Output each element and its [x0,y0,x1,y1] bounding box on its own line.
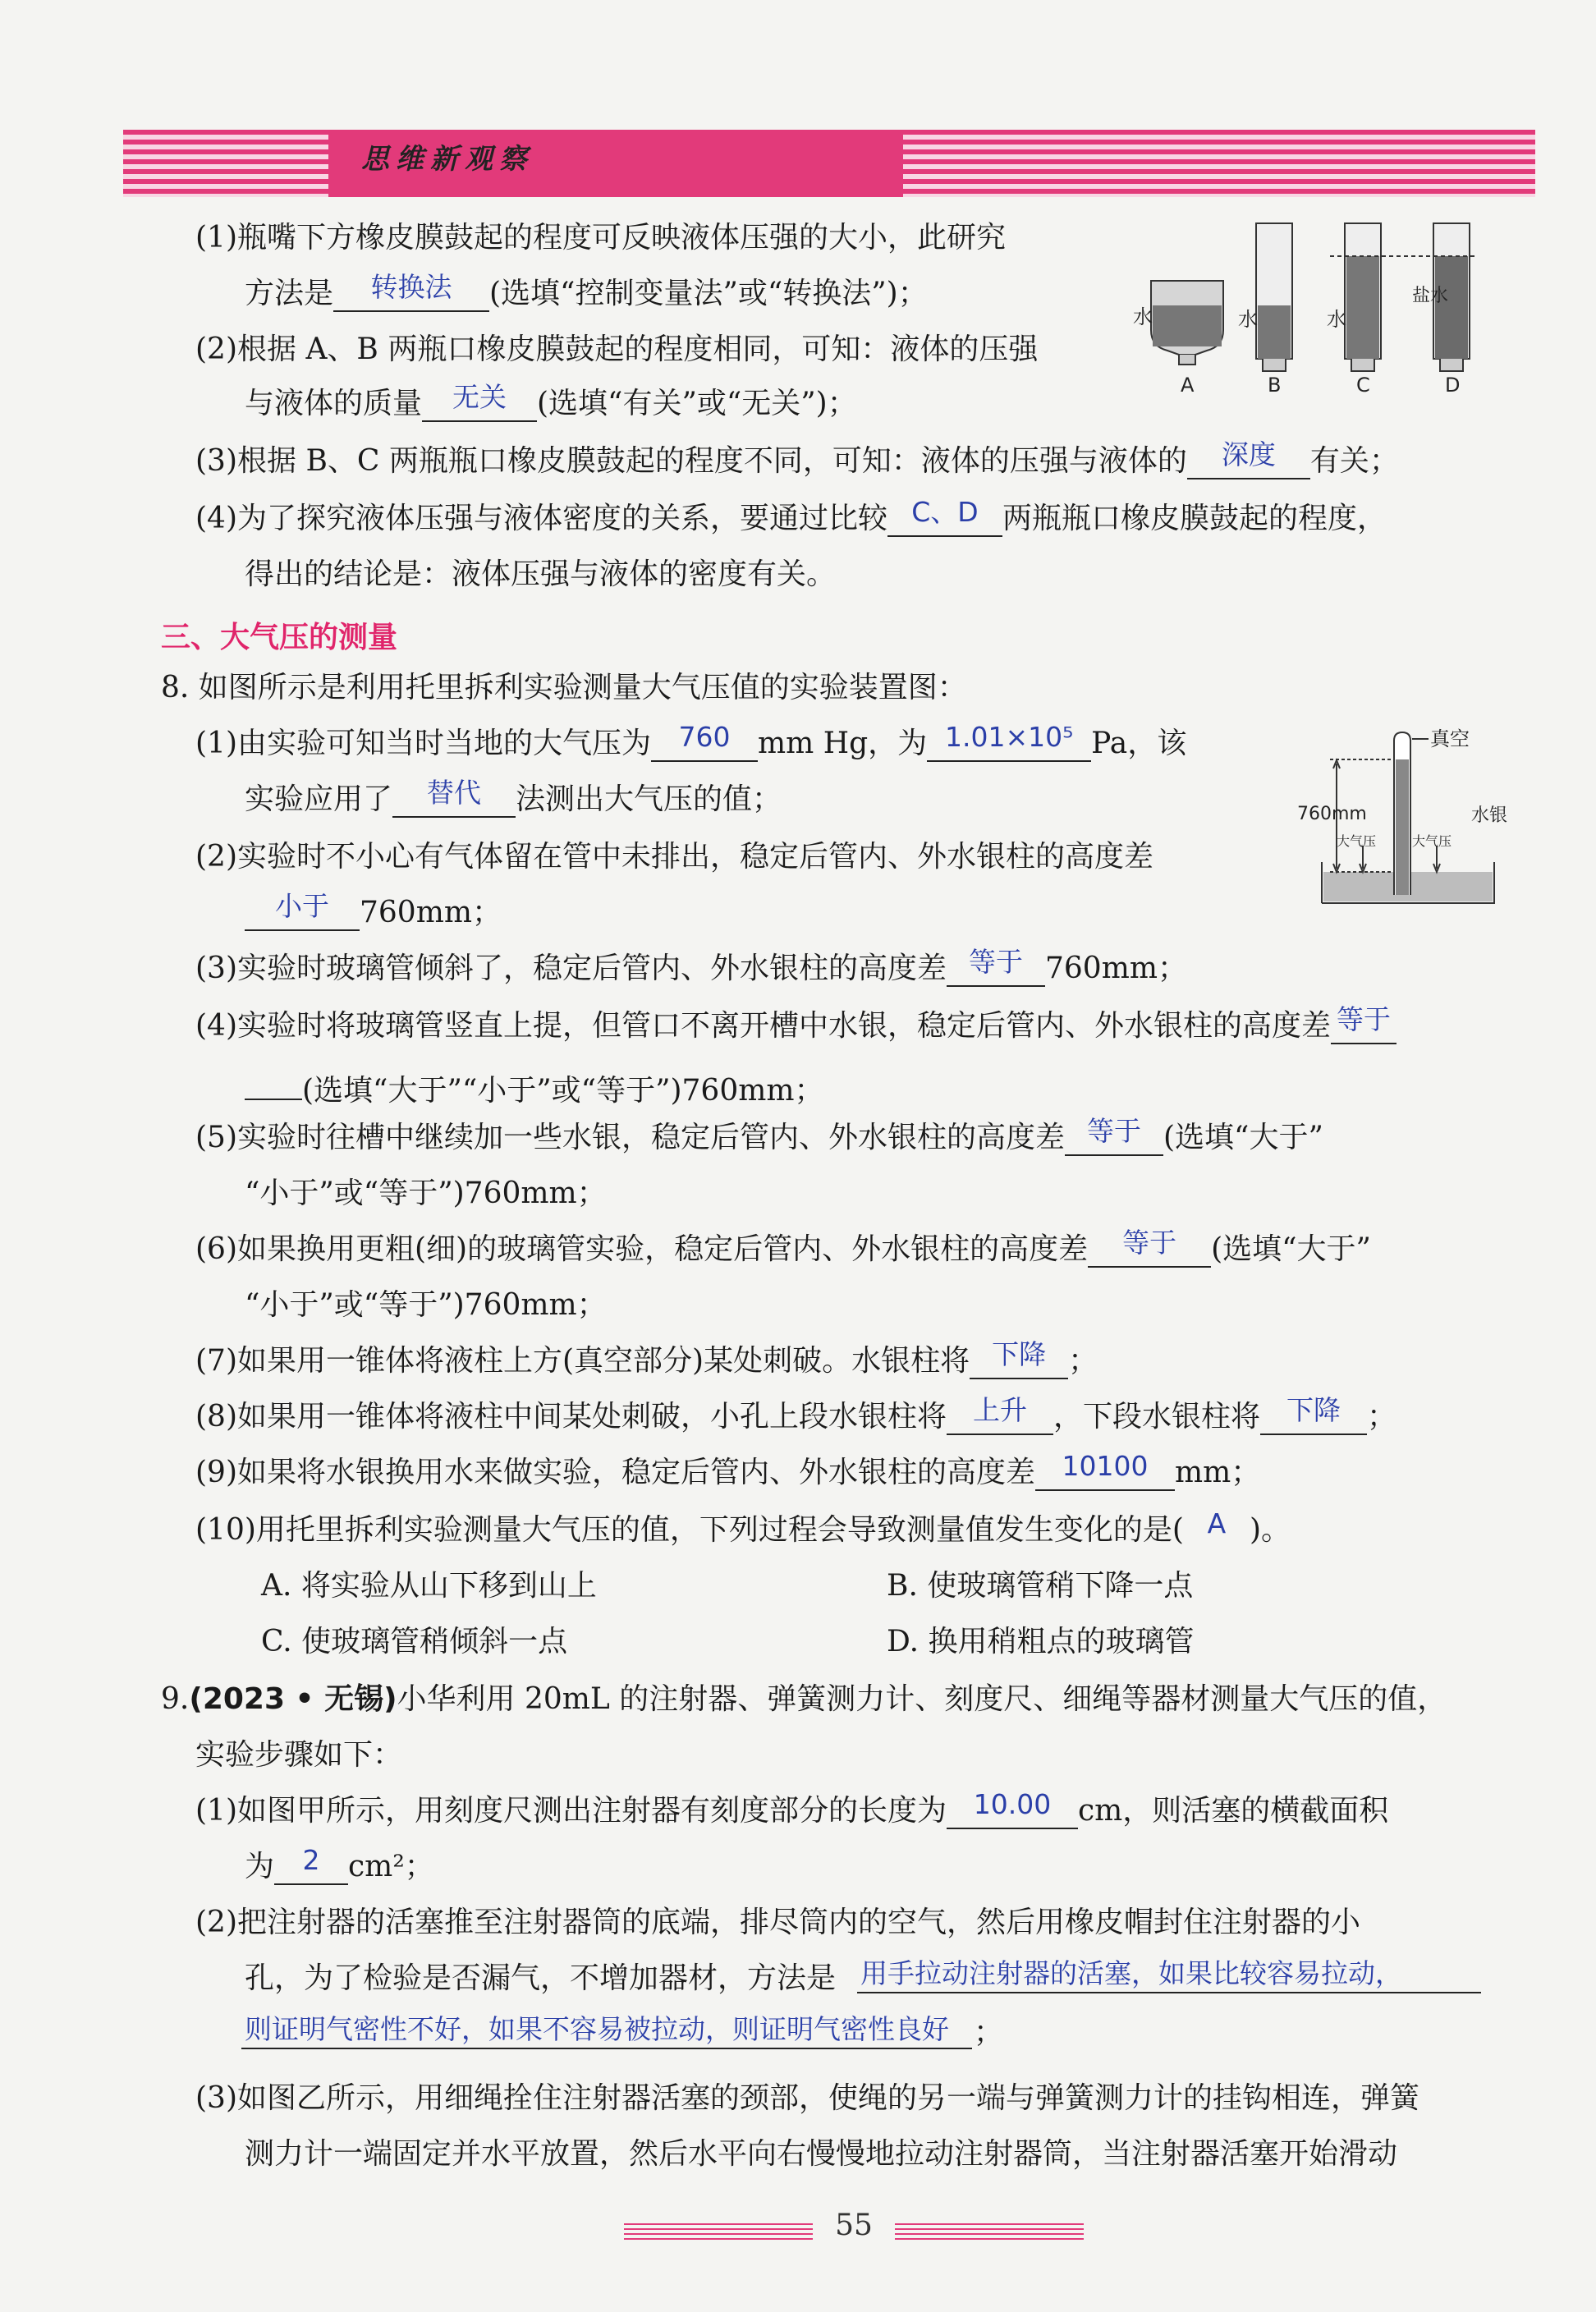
q8-option-b: B. 使玻璃管稍下降一点 [887,1569,1194,1603]
q8-s1: (1)由实验可知当时当地的大气压为 760 mm Hg，为 1.01×10⁵ Pa，该 [195,721,1187,760]
header-title: 思维新观察 [361,143,534,176]
q9-stem-b: 实验步骤如下： [195,1738,403,1772]
q7-p3: (3)根据 B、C 两瓶瓶口橡皮膜鼓起的程度不同，可知：液体的压强与液体的 深度 有关； [195,438,1399,478]
q8-fig-vacuum: 真空 [1430,727,1470,750]
q7-p2b: 与液体的质量 无关 (选填“有关”或“无关”)； [245,381,857,420]
q7-bottles-figure [1133,215,1494,404]
q9-s2c-answer: 则证明气密性不好，如果不容易被拉动，则证明气密性良好 [245,2013,949,2045]
q8-option-c: C. 使玻璃管稍倾斜一点 [261,1625,568,1658]
q9-s3b: 测力计一端固定并水平放置，然后水平向右慢慢地拉动注射器筒，当注射器活塞开始滑动 [245,2137,1398,2171]
q8-s1b: 实验应用了 替代 法测出大气压的值； [245,777,782,816]
q9-s2b-answer: 用手拉动注射器的活塞，如果比较容易拉动， [860,1957,1402,1989]
q8-s9: (9)如果将水银换用水来做实验，稳定后管内、外水银柱的高度差 10100 mm； [195,1450,1261,1489]
q8-s8: (8)如果用一锥体将液柱中间某处刺破，小孔上段水银柱将 上升 ，下段水银柱将 下降 ； [195,1394,1397,1434]
q8-option-a: A. 将实验从山下移到山上 [261,1569,597,1603]
q7-p1a: (1)瓶嘴下方橡皮膜鼓起的程度可反映液体压强的大小，此研究 [195,221,1006,255]
q8-s4: (4)实验时将玻璃管竖直上提，但管口不离开槽中水银，稳定后管内、外水银柱的高度差 等于 [195,1008,1396,1044]
q8-fig-atm-left: 大气压 [1337,833,1377,849]
header-band [123,130,1535,197]
q7-fig-water-a: 水 [1133,305,1153,328]
page-number: 55 [835,2209,873,2242]
q7-fig-water-c: 水 [1327,308,1346,331]
q7-fig-label-b: B [1268,374,1282,397]
q8-s2: (2)实验时不小心有气体留在管中未排出，稳定后管内、外水银柱的高度差 [195,840,1153,874]
page-footer [624,2209,1084,2258]
q8-s4b: (选填“大于”“小于”或“等于”)760mm； [245,1064,824,1109]
q7-fig-water-b: 水 [1238,308,1258,331]
q7-p4b: 得出的结论是：液体压强与液体的密度有关。 [245,557,837,591]
q8-option-d: D. 换用稍粗点的玻璃管 [887,1625,1195,1658]
q8-s3: (3)实验时玻璃管倾斜了，稳定后管内、外水银柱的高度差 等于 760mm； [195,946,1187,985]
q8-s6b: “小于”或“等于”)760mm； [245,1288,607,1322]
q8-s6: (6)如果换用更粗(细)的玻璃管实验，稳定后管内、外水银柱的高度差 等于 (选填“大于” [195,1227,1371,1266]
q9-s2c-end: ； [974,2016,1004,2049]
q7-p2a: (2)根据 A、B 两瓶口橡皮膜鼓起的程度相同，可知：液体的压强 [195,333,1039,366]
q9-s2b: 孔，为了检验是否漏气，不增加器材，方法是 [245,1961,837,1995]
q9-s2a: (2)把注射器的活塞推至注射器筒的底端，排尽筒内的空气，然后用橡皮帽封住注射器的小 [195,1906,1360,1939]
q8-fig-atm-right: 大气压 [1412,833,1452,849]
q7-fig-label-c: C [1356,374,1370,397]
q9-s1: (1)如图甲所示，用刻度尺测出注射器有刻度部分的长度为 10.00 cm，则活塞的横截面积 [195,1788,1389,1828]
q8-s2b: 小于 760mm； [245,895,502,931]
q7-p4: (4)为了探究液体压强与液体密度的关系，要通过比较 C、D 两瓶瓶口橡皮膜鼓起的程度， [195,496,1387,535]
q8-fig-mercury: 水银 [1471,805,1508,826]
q9-s1b: 为 2 cm²； [245,1844,434,1883]
section-title: 三、大气压的测量 [161,621,398,654]
q9-s3a: (3)如图乙所示，用细绳拴住注射器活塞的颈部，使绳的另一端与弹簧测力计的挂钩相连，弹簧 [195,2081,1419,2115]
q8-s5b: “小于”或“等于”)760mm； [245,1177,607,1210]
q7-p1b: 方法是 转换法 (选填“控制变量法”或“转换法”)； [245,271,928,310]
q7-fig-label-a: A [1181,374,1195,397]
q8-stem: 8. 如图所示是利用托里拆利实验测量大气压值的实验装置图： [161,671,967,704]
q9-stem: 9.(2023 • 无锡)小华利用 20mL 的注射器、弹簧测力计、刻度尺、细绳等器材测量大气压的值， [161,1682,1447,1716]
q7-fig-label-d: D [1445,374,1461,397]
q8-s5: (5)实验时往槽中继续加一些水银，稳定后管内、外水银柱的高度差 等于 (选填“大于” [195,1115,1323,1154]
q8-s10: (10)用托里拆利实验测量大气压的值，下列过程会导致测量值发生变化的是( A )。 [195,1507,1291,1547]
q8-fig-height: 760mm [1297,804,1367,824]
q8-torricelli-figure [1297,722,1511,928]
q7-fig-saltwater: 盐水 [1412,286,1449,306]
q8-s7: (7)如果用一锥体将液柱上方(真空部分)某处刺破。水银柱将 下降 ； [195,1338,1098,1378]
